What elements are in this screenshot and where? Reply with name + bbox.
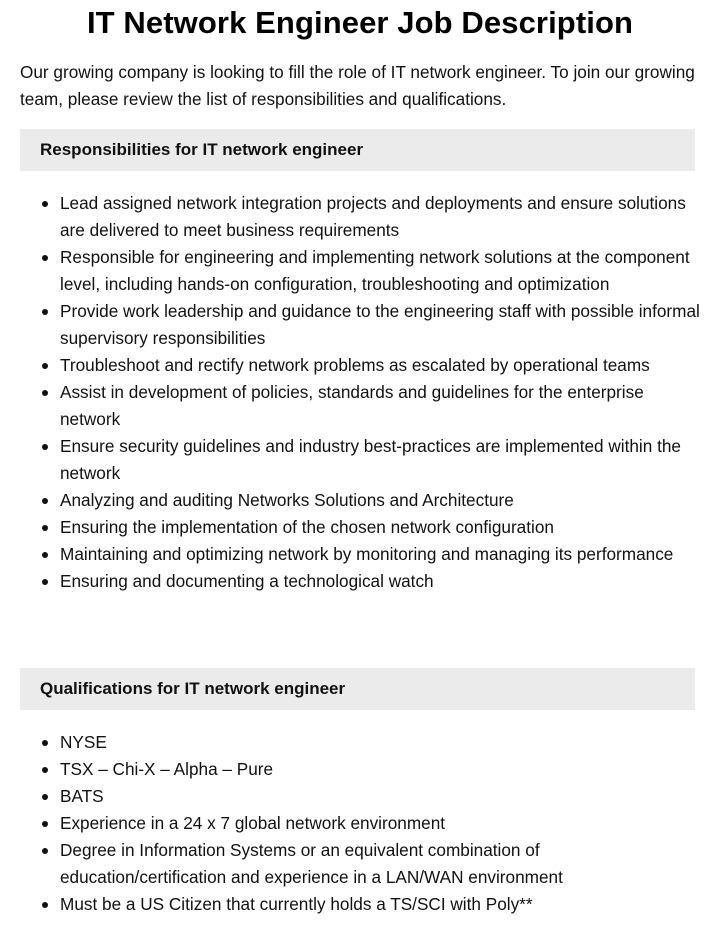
list-item bbox=[20, 487, 700, 514]
list-item-text: Ensuring the implementation of the chosen network configuration bbox=[60, 517, 554, 537]
list-item-text: Maintaining and optimizing network by monitoring and managing its performance bbox=[60, 544, 674, 564]
list-item-text: Degree in Information Systems or an equivalent combination of education/certification and experience in a LAN/WAN environment bbox=[60, 840, 563, 887]
list-item-text: Provide work leadership and guidance to the engineering staff with possible informal supervisory responsibilities bbox=[60, 301, 700, 348]
list-item bbox=[20, 298, 700, 352]
bullet-icon bbox=[42, 902, 48, 908]
bullet-icon bbox=[42, 444, 48, 450]
bullet-icon bbox=[42, 309, 48, 315]
bullet-icon bbox=[42, 848, 48, 854]
list-item bbox=[20, 541, 700, 568]
bullet-icon bbox=[42, 552, 48, 558]
bullet-icon bbox=[42, 255, 48, 261]
bullet-icon bbox=[42, 525, 48, 531]
list-item bbox=[20, 810, 700, 837]
bullet-icon bbox=[42, 794, 48, 800]
bullet-icon bbox=[42, 821, 48, 827]
list-item bbox=[20, 352, 700, 379]
intro-paragraph: Our growing company is looking to fill the role of IT network engineer. To join our growing team, please review the list of responsibilities and qualifications. bbox=[20, 62, 695, 109]
bullet-icon bbox=[42, 390, 48, 396]
list-item bbox=[20, 783, 700, 810]
list-item bbox=[20, 568, 700, 595]
bullet-icon bbox=[42, 579, 48, 585]
list-item-text: BATS bbox=[60, 786, 104, 806]
qualifications-heading: Qualifications for IT network engineer bbox=[20, 668, 695, 710]
list-item-text: Must be a US Citizen that currently holds a TS/SCI with Poly** bbox=[60, 894, 533, 914]
list-item bbox=[20, 379, 700, 433]
bullet-icon bbox=[42, 740, 48, 746]
list-item bbox=[20, 190, 700, 244]
list-item bbox=[20, 514, 700, 541]
bullet-icon bbox=[42, 498, 48, 504]
list-item bbox=[20, 244, 700, 298]
bullet-icon bbox=[42, 767, 48, 773]
page-title: IT Network Engineer Job Description bbox=[86, 5, 634, 40]
list-item-text: Responsible for engineering and implementing network solutions at the component level, including hands-on configuration, troubleshooting and optimization bbox=[60, 247, 690, 294]
responsibilities-list bbox=[20, 190, 700, 595]
bullet-icon bbox=[42, 201, 48, 207]
list-item-text: Assist in development of policies, standards and guidelines for the enterprise network bbox=[60, 382, 644, 429]
list-item-text: Analyzing and auditing Networks Solutions and Architecture bbox=[60, 490, 514, 510]
list-item-text: NYSE bbox=[60, 732, 107, 752]
list-item-text: Ensure security guidelines and industry best-practices are implemented within the network bbox=[60, 436, 681, 483]
qualifications-list bbox=[20, 729, 700, 918]
list-item bbox=[20, 891, 700, 918]
list-item bbox=[20, 729, 700, 756]
list-item-text: Troubleshoot and rectify network problems as escalated by operational teams bbox=[60, 355, 650, 375]
bullet-icon bbox=[42, 363, 48, 369]
list-item bbox=[20, 433, 700, 487]
responsibilities-heading: Responsibilities for IT network engineer bbox=[20, 129, 695, 171]
list-item-text: TSX – Chi-X – Alpha – Pure bbox=[60, 759, 274, 779]
list-item bbox=[20, 756, 700, 783]
list-item-text: Experience in a 24 x 7 global network environment bbox=[60, 813, 446, 833]
list-item bbox=[20, 837, 700, 891]
list-item-text: Lead assigned network integration projects and deployments and ensure solutions are delivered to meet business requirements bbox=[60, 193, 686, 240]
list-item-text: Ensuring and documenting a technological watch bbox=[60, 571, 434, 591]
